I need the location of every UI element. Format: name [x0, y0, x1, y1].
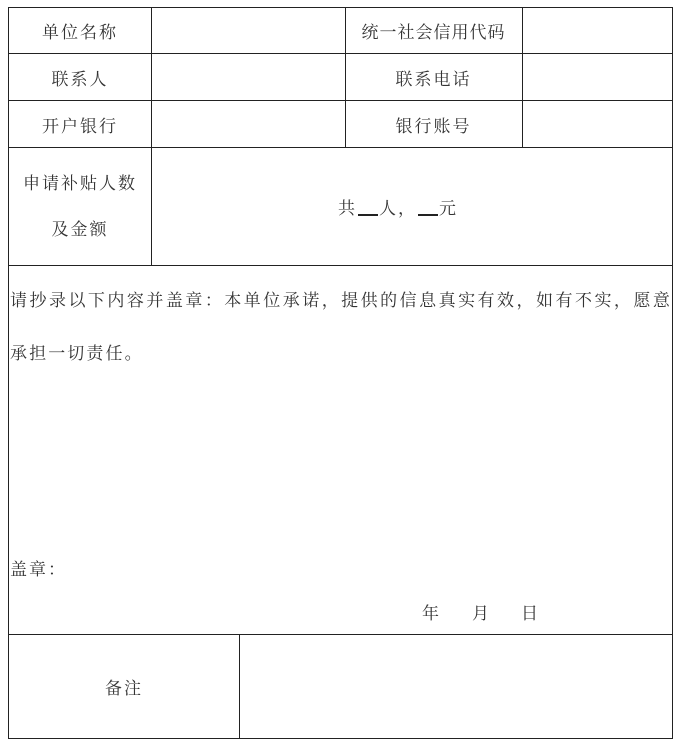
- border-right: [672, 7, 673, 739]
- subsidy-label-line1: 申请补贴人数: [23, 173, 137, 194]
- remarks-label: 备注: [105, 679, 143, 699]
- date-day-label: 日: [521, 604, 538, 624]
- border-bottom: [8, 738, 673, 739]
- bank-label: 开户银行: [42, 117, 118, 137]
- people-unit: 人，: [379, 199, 417, 219]
- credit-code-label: 统一社会信用代码: [361, 23, 506, 43]
- contact-field[interactable]: [152, 54, 345, 101]
- bank-field[interactable]: [152, 101, 345, 148]
- unit-name-label: 单位名称: [42, 23, 118, 43]
- total-prefix: 共: [338, 199, 357, 219]
- phone-field[interactable]: [523, 54, 672, 101]
- account-label: 银行账号: [395, 117, 472, 137]
- phone-label: 联系电话: [395, 70, 472, 90]
- seal-label: 盖章：: [10, 560, 67, 580]
- row-divider-4: [8, 265, 673, 266]
- subsidy-application-form: [8, 7, 673, 739]
- subsidy-count-amount-label: [8, 148, 152, 265]
- yuan-unit: 元: [439, 199, 458, 219]
- subsidy-label-line2: 及金额: [51, 219, 109, 240]
- people-count-blank[interactable]: [358, 198, 378, 216]
- contact-label: 联系人: [51, 70, 109, 90]
- subsidy-count-amount-field: [152, 148, 672, 265]
- date-year-label: 年: [422, 604, 439, 624]
- declaration-text: 请抄录以下内容并盖章：本单位承诺，提供的信息真实有效，如有不实，愿意承担一切责任。: [10, 291, 672, 364]
- remarks-field[interactable]: [240, 635, 672, 738]
- amount-blank[interactable]: [418, 198, 438, 216]
- account-field[interactable]: [523, 101, 672, 148]
- date-month-label: 月: [472, 604, 489, 624]
- credit-code-field[interactable]: [523, 7, 672, 54]
- unit-name-field[interactable]: [152, 7, 345, 54]
